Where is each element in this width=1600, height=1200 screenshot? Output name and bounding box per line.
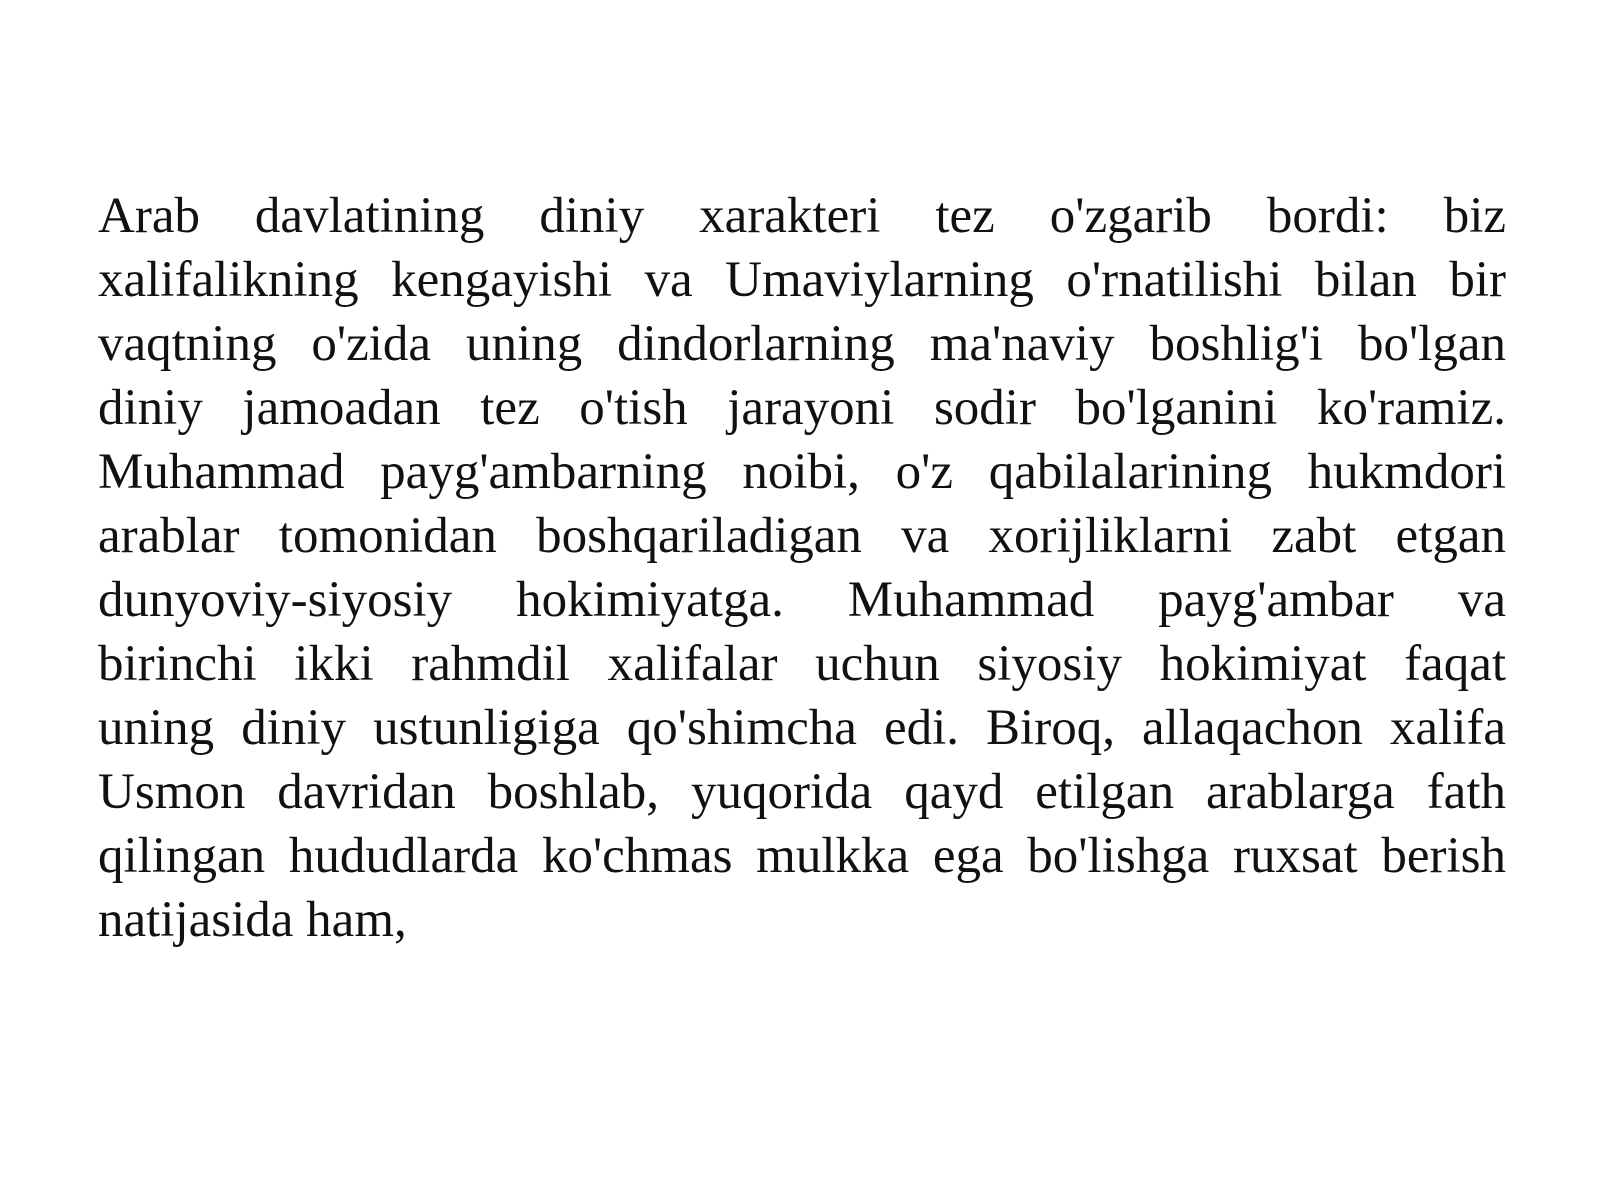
body-paragraph	[98, 184, 1506, 952]
paragraph-line: birinchi ikki rahmdil xalifalar uchun siyosiy hokimiyat faqat	[98, 636, 1506, 692]
paragraph-line: Arab davlatining diniy xarakteri tez o'zgarib bordi: biz	[98, 188, 1506, 244]
paragraph-line: qilingan hududlarda ko'chmas mulkka ega bo'lishga ruxsat berish	[98, 828, 1506, 884]
paragraph-line: xalifalikning kengayishi va Umaviylarning o'rnatilishi bilan bir	[98, 252, 1506, 308]
paragraph-line: arablar tomonidan boshqariladigan va xorijliklarni zabt etgan	[98, 508, 1506, 564]
paragraph-line-last: natijasida ham,	[98, 892, 407, 948]
paragraph-line: dunyoviy-siyosiy hokimiyatga. Muhammad payg'ambar va	[98, 572, 1506, 628]
paragraph-line: Usmon davridan boshlab, yuqorida qayd etilgan arablarga fath	[98, 764, 1506, 820]
paragraph-line: uning diniy ustunligiga qo'shimcha edi. Biroq, allaqachon xalifa	[98, 700, 1506, 756]
paragraph-line: Muhammad payg'ambarning noibi, o'z qabilalarining hukmdori	[98, 444, 1506, 500]
paragraph-line: diniy jamoadan tez o'tish jarayoni sodir bo'lganini ko'ramiz.	[98, 380, 1506, 436]
paragraph-line: vaqtning o'zida uning dindorlarning ma'naviy boshlig'i bo'lgan	[98, 316, 1506, 372]
